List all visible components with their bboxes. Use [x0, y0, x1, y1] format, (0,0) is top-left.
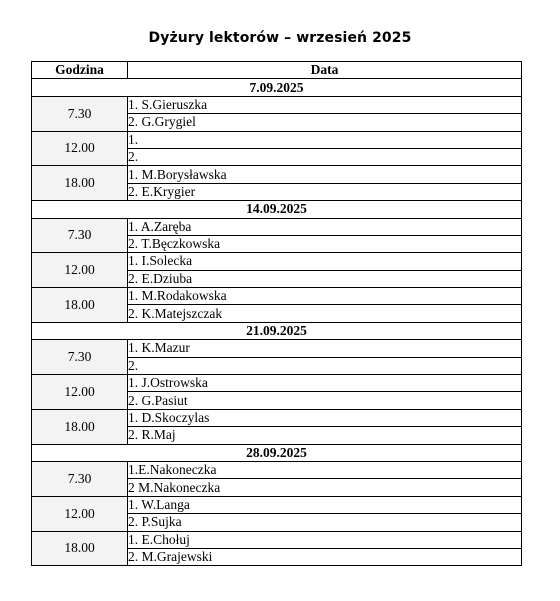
name-cell: 1. M.Rodakowska: [128, 288, 522, 305]
name-cell: 2.: [128, 148, 522, 165]
hour-cell: 12.00: [32, 131, 128, 166]
slot-row: [32, 340, 522, 357]
name-cell: 1. D.Skoczylas: [128, 409, 522, 426]
name-cell: 1. A.Zaręba: [128, 218, 522, 235]
name-cell: 2.: [128, 357, 522, 374]
date-row: [32, 322, 522, 339]
slot-row: [32, 218, 522, 235]
hour-cell: 7.30: [32, 96, 128, 131]
slot-row: [32, 531, 522, 548]
date-row: [32, 201, 522, 218]
date-row: [32, 444, 522, 461]
hour-cell: 12.00: [32, 375, 128, 410]
name-cell: 2 M.Nakoneczka: [128, 479, 522, 496]
slot-row: [32, 461, 522, 478]
name-cell: 2. R.Maj: [128, 427, 522, 444]
hour-cell: 18.00: [32, 409, 128, 444]
hour-cell: 12.00: [32, 253, 128, 288]
slot-row: [32, 496, 522, 513]
hour-cell: 7.30: [32, 340, 128, 375]
hour-cell: 18.00: [32, 166, 128, 201]
name-cell: 1. S.Gieruszka: [128, 96, 522, 113]
date-cell: 14.09.2025: [32, 201, 522, 218]
date-row: [32, 79, 522, 96]
slot-row: [32, 166, 522, 183]
hour-cell: 7.30: [32, 461, 128, 496]
name-cell: 2. T.Bęczkowska: [128, 235, 522, 252]
name-cell: 2. K.Matejszczak: [128, 305, 522, 322]
slot-row: [32, 375, 522, 392]
name-cell: 1. E.Chołuj: [128, 531, 522, 548]
name-cell: 1. J.Ostrowska: [128, 375, 522, 392]
name-cell: 2. M.Grajewski: [128, 548, 522, 565]
hour-cell: 12.00: [32, 496, 128, 531]
slot-row: [32, 253, 522, 270]
name-cell: 1.E.Nakoneczka: [128, 461, 522, 478]
name-cell: 2. E.Dziuba: [128, 270, 522, 287]
slot-row: [32, 131, 522, 148]
date-cell: 7.09.2025: [32, 79, 522, 96]
name-cell: 2. E.Krygier: [128, 183, 522, 200]
hour-cell: 18.00: [32, 288, 128, 323]
name-cell: 2. G.Grygiel: [128, 114, 522, 131]
date-cell: 21.09.2025: [32, 322, 522, 339]
name-cell: 1. K.Mazur: [128, 340, 522, 357]
name-cell: 2. G.Pasiut: [128, 392, 522, 409]
slot-row: [32, 409, 522, 426]
date-cell: 28.09.2025: [32, 444, 522, 461]
slot-row: [32, 96, 522, 113]
schedule-table: [31, 61, 522, 566]
name-cell: 1. I.Solecka: [128, 253, 522, 270]
name-cell: 1. W.Langa: [128, 496, 522, 513]
hour-cell: 18.00: [32, 531, 128, 566]
name-cell: 1.: [128, 131, 522, 148]
hour-cell: 7.30: [32, 218, 128, 253]
slot-row: [32, 288, 522, 305]
name-cell: 1. M.Borysławska: [128, 166, 522, 183]
name-cell: 2. P.Sujka: [128, 514, 522, 531]
page-title: Dyżury lektorów – wrzesień 2025: [148, 30, 412, 46]
header-data: Data: [128, 62, 522, 79]
header-hour: Godzina: [32, 62, 128, 79]
header-row: [32, 62, 522, 79]
